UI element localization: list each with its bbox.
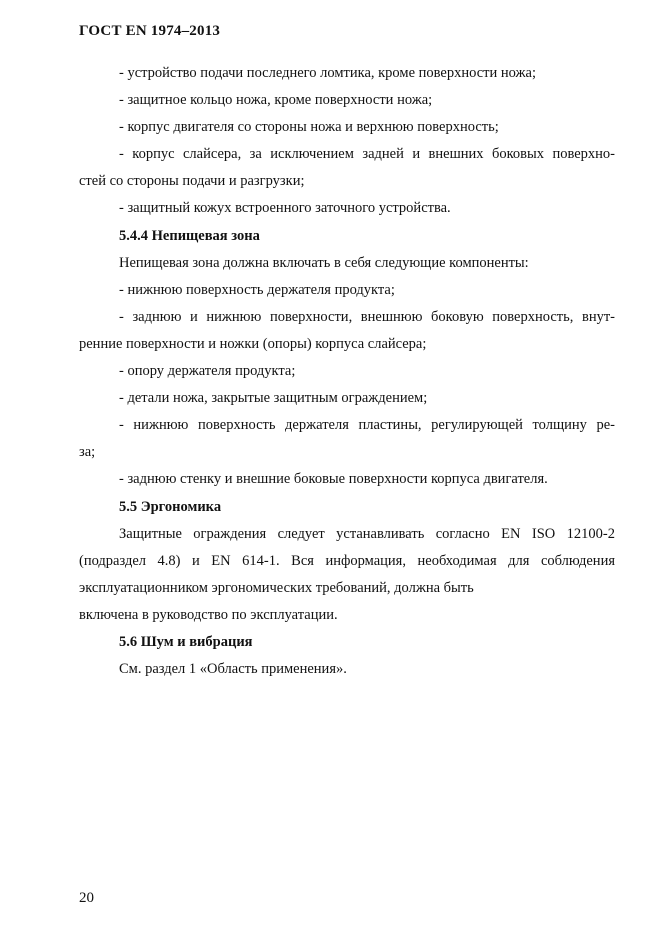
list-item: - защитное кольцо ножа, кроме поверхности ножа;: [119, 92, 433, 109]
paragraph-text: (подраздел 4.8) и EN 614-1. Вся информация, необходимая для соблюдения: [79, 552, 615, 569]
list-item: - корпус двигателя со стороны ножа и верхнюю поверхность;: [119, 119, 499, 136]
list-item: - устройство подачи последнего ломтика, кроме поверхности ножа;: [119, 65, 536, 81]
list-item: - заднюю стенку и внешние боковые поверхности корпуса двигателя.: [119, 471, 548, 488]
list-item: - заднюю и нижнюю поверхности, внешнюю боковую поверхность, внут-: [119, 308, 615, 325]
paragraph-text: См. раздел 1 «Область применения».: [119, 661, 347, 678]
list-item: - опору держателя продукта;: [119, 363, 296, 380]
list-item: - корпус слайсера, за исключением задней и внешних боковых поверхно-: [119, 146, 615, 163]
section-heading-5-4-4: 5.4.4 Непищевая зона: [119, 227, 260, 244]
section-heading-5-5: 5.5 Эргономика: [119, 498, 222, 515]
page-number: 20: [79, 890, 94, 906]
paragraph-text: эксплуатационником эргономических требований, должна быть: [79, 579, 474, 596]
list-item-continuation: ренние поверхности и ножки (опоры) корпуса слайсера;: [79, 335, 427, 352]
list-item: - нижнюю поверхность держателя пластины, регулирующей толщину ре-: [119, 417, 615, 434]
paragraph-text: Защитные ограждения следует устанавливать согласно EN ISO 12100-2: [119, 525, 615, 542]
list-item-continuation: за;: [79, 444, 96, 461]
document-header: ГОСТ EN 1974–2013: [79, 23, 221, 39]
paragraph-text: включена в руководство по эксплуатации.: [79, 606, 338, 623]
list-item-continuation: стей со стороны подачи и разгрузки;: [79, 173, 305, 190]
list-item: - защитный кожух встроенного заточного устройства.: [119, 200, 451, 217]
list-item: - нижнюю поверхность держателя продукта;: [119, 281, 395, 298]
section-heading-5-6: 5.6 Шум и вибрация: [119, 633, 253, 650]
paragraph-text: Непищевая зона должна включать в себя следующие компоненты:: [119, 254, 529, 271]
document-body: [79, 60, 615, 683]
list-item: - детали ножа, закрытые защитным ограждением;: [119, 390, 428, 407]
